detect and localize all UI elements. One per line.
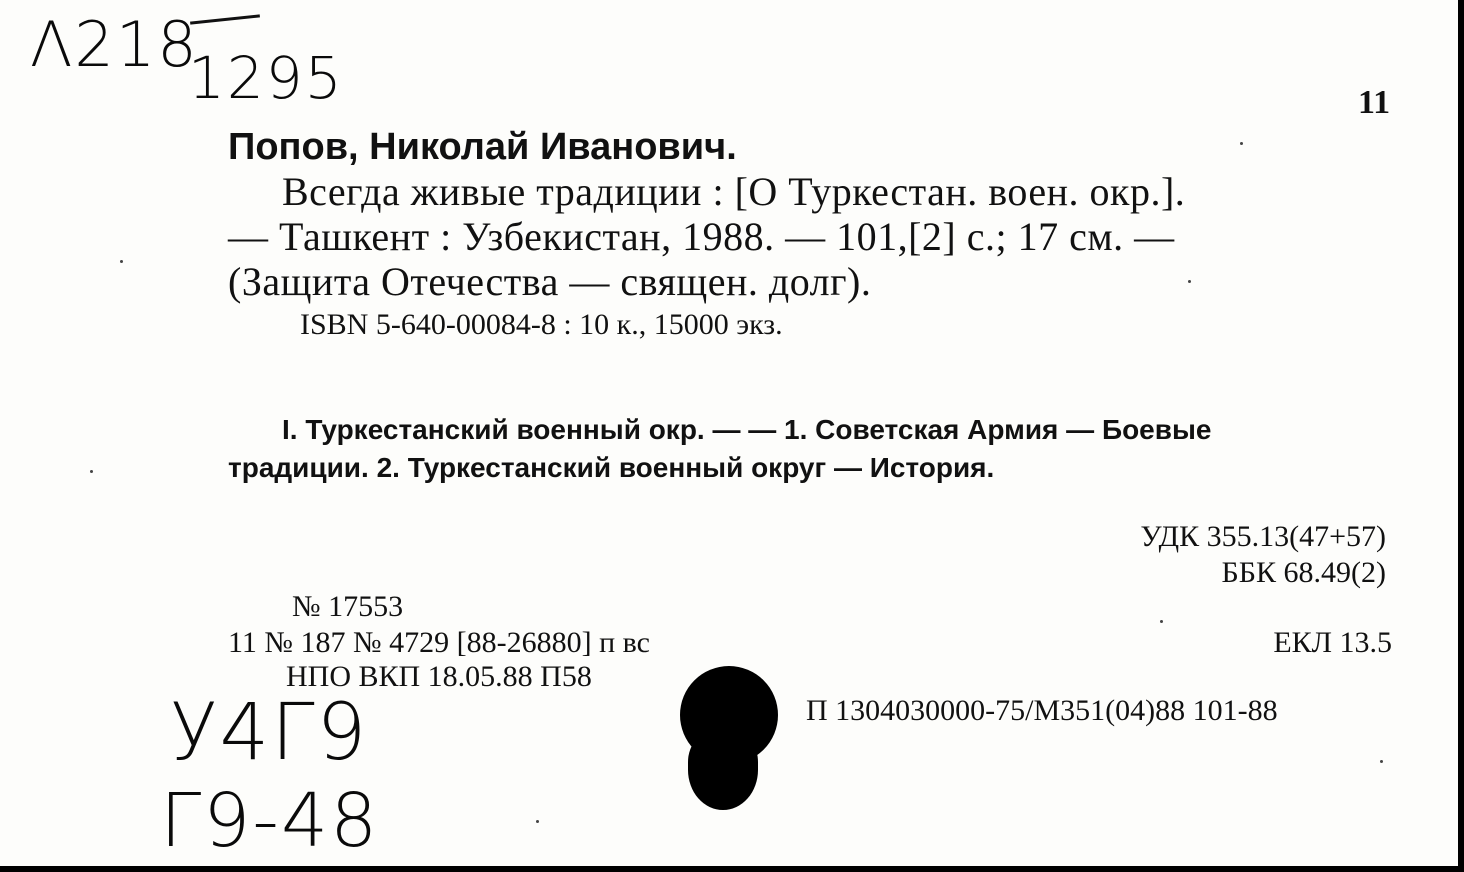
scan-speck — [1188, 280, 1191, 283]
npo-line: НПО ВКП 18.05.88 П58 — [286, 660, 592, 693]
udk-code: УДК 355.13(47+57) — [1140, 520, 1386, 553]
card-number: 11 — [1358, 84, 1391, 121]
imprint-line: — Ташкент : Узбекистан, 1988. — 101,[2] с.; 17 см. — — [228, 214, 1175, 259]
price-code: П 1304030000-75/М351(04)88 101-88 — [806, 694, 1278, 727]
handwritten-accession-overline — [190, 14, 260, 24]
record-number: № 17553 — [292, 590, 404, 623]
scan-speck — [1380, 760, 1383, 763]
handwritten-shelf-mark-2: Г9-48 — [160, 778, 380, 864]
ekl-code: ЕКЛ 13.5 — [1273, 626, 1392, 659]
isbn-line: ISBN 5-640-00084-8 : 10 к., 15000 экз. — [300, 308, 783, 341]
punch-hole-shadow — [688, 730, 758, 810]
author-heading: Попов, Николай Иванович. — [228, 126, 737, 168]
bbk-code: ББК 68.49(2) — [1221, 556, 1386, 589]
scan-speck — [120, 260, 123, 263]
scan-speck — [536, 820, 539, 823]
subject-line-1: I. Туркестанский военный окр. — — 1. Советская Армия — Боевые — [282, 414, 1212, 445]
handwritten-accession-sub: 1295 — [188, 44, 344, 112]
record-line: 11 № 187 № 4729 [88-26880] п вс — [228, 626, 650, 659]
series-line: (Защита Отечества — священ. долг). — [228, 259, 872, 304]
title-line: Всегда живые традиции : [О Туркестан. воен. окр.]. — [282, 169, 1186, 214]
handwritten-shelf-mark-1: У4Г9 — [170, 688, 369, 778]
scan-speck — [1240, 142, 1243, 145]
subject-line-2: традиции. 2. Туркестанский военный округ — История. — [228, 452, 995, 483]
scan-speck — [90, 470, 93, 473]
handwritten-accession: Λ218 — [30, 8, 199, 81]
scan-speck — [1160, 620, 1163, 623]
